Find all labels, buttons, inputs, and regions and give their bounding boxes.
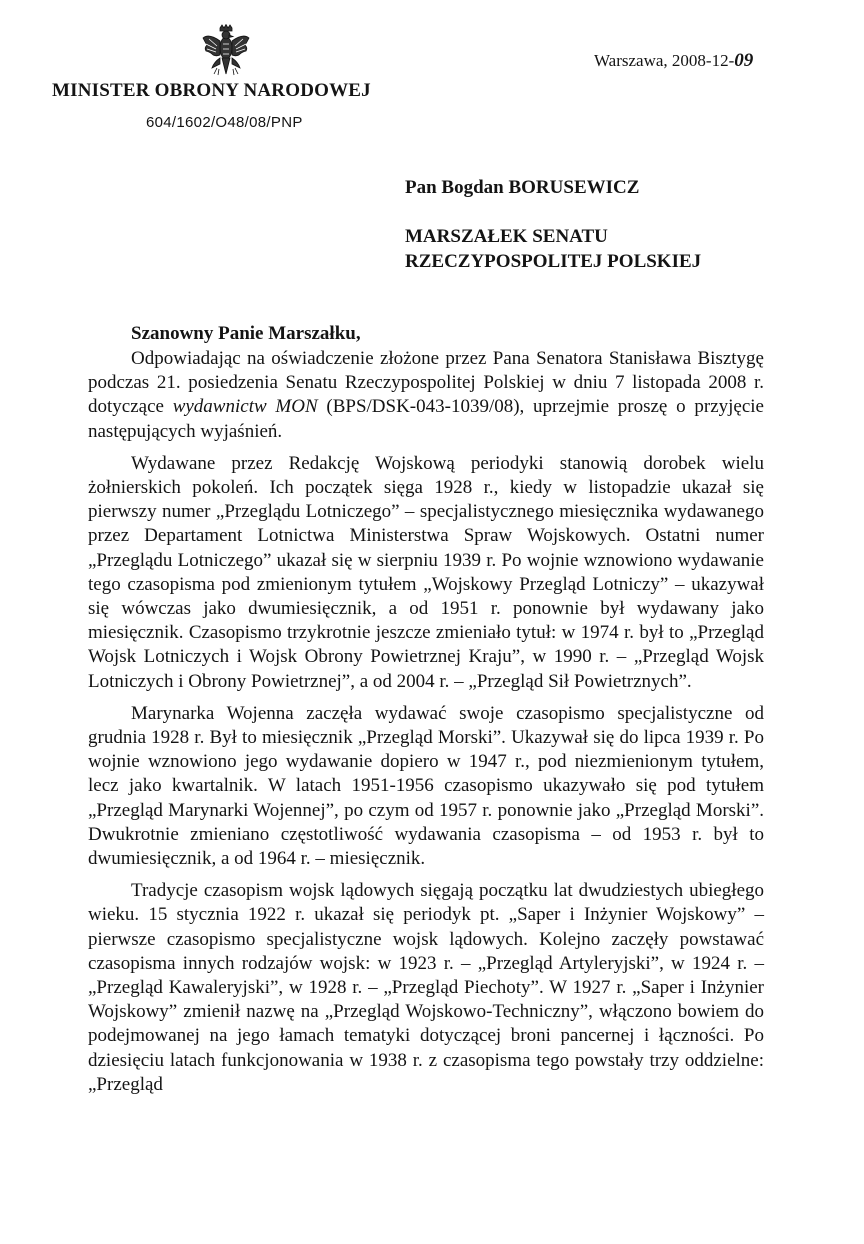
paragraph-1-text-a: Odpowiadając na oświadczenie złożone przez Pana Senatora Stanisława Bisztygę podczas 21. posiedzenia Senatu Rzeczypospolitej Polskiej w dniu 7 listopada 2008 r. dotyczące (88, 348, 764, 418)
recipient-name: Pan Bogdan BORUSEWICZ (405, 177, 640, 198)
paragraph-1 (88, 347, 764, 444)
paragraph-2: Wydawane przez Redakcję Wojskową periodyki stanowią dorobek wielu żołnierskich pokoleń. Ich początek sięga 1928 r., kiedy w listopadzie ukazał się pierwszy numer „Przeglądu Lotniczego” – specjalistycznego miesięcznika wydawanego przez Departament Lotnictwa Ministerstwa Spraw Wojskowych. Ostatni numer „Przeglądu Lotniczego” ukazał się w sierpniu 1939 r. Po wojnie wznowiono wydawanie tego czasopisma pod zmienionym tytułem „Wojskowy Przegląd Lotniczy” – ukazywał się wówczas jako dwumiesięcznik, a od 1951 r. ponownie był wydawany jako miesięcznik. Czasopismo trzykrotnie jeszcze zmieniało tytuł: w 1974 r. był to „Przegląd Wojsk Lotniczych i Wojsk Obrony Powietrznej Kraju”, w 1990 r. – „Przegląd Wojsk Lotniczych i Obrony Powietrznej”, a od 2004 r. – „Przegląd Sił Powietrznych”. (88, 452, 764, 692)
salutation: Szanowny Panie Marszałku, (131, 323, 361, 344)
paragraph-1-italic: wydawnictw MON (172, 396, 318, 418)
place-and-date (594, 50, 753, 72)
reference-number: 604/1602/O48/08/PNP (146, 114, 303, 131)
paragraph-1-text-b: (BPS/DSK-043-1039/08), uprzejmie proszę o przyjęcie następujących wyjaśnień. (88, 396, 764, 442)
polish-eagle-emblem-icon (201, 24, 251, 78)
recipient-title-line2: RZECZYPOSPOLITEJ POLSKIEJ (405, 251, 702, 272)
handwritten-day: 09 (734, 50, 754, 71)
ministry-name: MINISTER OBRONY NARODOWEJ (52, 80, 371, 101)
paragraph-4: Tradycje czasopism wojsk lądowych sięgają początku lat dwudziestych ubiegłego wieku. 15 stycznia 1922 r. ukazał się periodyk pt. „Saper i Inżynier Wojskowy” – pierwsze czasopismo specjalistyczne wojsk lądowych. Kolejno zaczęły powstawać czasopisma innych rodzajów wojsk: w 1923 r. – „Przegląd Artyleryjski”, w 1924 r. – „Przegląd Kawaleryjski”, w 1928 r. – „Przegląd Piechoty”. W 1927 r. „Saper i Inżynier Wojskowy” zmienił nazwę na „Przegląd Wojskowo-Techniczny”, włączono bowiem do podejmowanej na jego łamach tematyki dotyczącej broni pancernej i łączności. Po dziesięciu latach funkcjonowania w 1938 r. z czasopisma tego powstały trzy oddzielne: „Przegląd (88, 880, 764, 1095)
letter-body (88, 347, 764, 1097)
recipient-title-line1: MARSZAŁEK SENATU (405, 226, 608, 247)
paragraph-3: Marynarka Wojenna zaczęła wydawać swoje czasopismo specjalistyczne od grudnia 1928 r. Był to miesięcznik „Przegląd Morski”. Ukazywał się do lipca 1939 r. Po wojnie wznowiono jego wydawanie dopiero w 1947 r., pod niezmienionym tytułem, lecz jako kwartalnik. W latach 1951-1956 czasopismo ukazywało się pod tytułem „Przegląd Marynarki Wojennej”, po czym od 1957 r. ponownie jako „Przegląd Morski”. Dwukrotnie zmieniano częstotliwość wydawania czasopisma – od 1953 r. był to dwumiesięcznik, a od 1964 r. – miesięcznik. (88, 702, 764, 870)
place-date-text: Warszawa, 2008-12- (594, 51, 735, 70)
